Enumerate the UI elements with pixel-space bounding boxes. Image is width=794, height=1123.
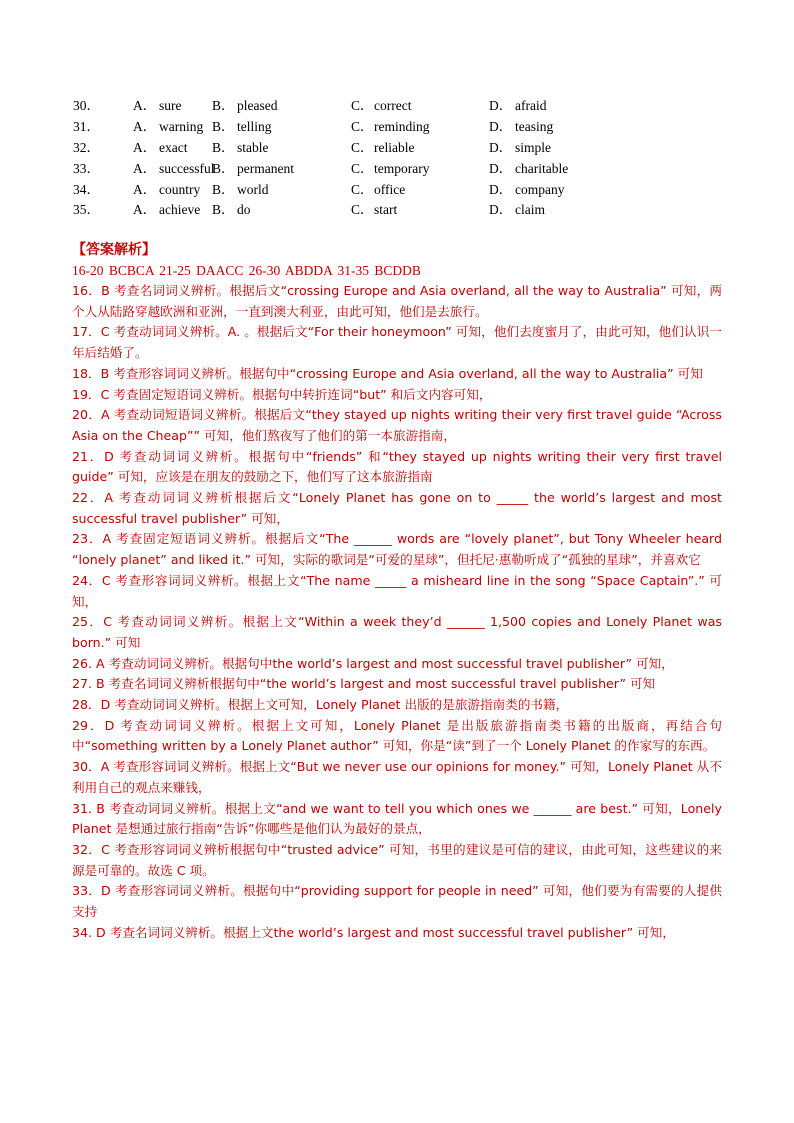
option-a-text: warning [159,119,204,134]
question-number: 35． [73,202,100,217]
question-number: 32． [73,140,100,155]
explanation-item: 32．C 考查形容词词义辨析根据句中“trusted advice” 可知，书里的建议是可信的建议，由此可知，这些建议的来源是可靠的。故选 C 项。 [72,841,722,878]
option-c-letter: C． [351,182,374,197]
option-d-text: afraid [515,98,547,113]
option-d-letter: D． [489,182,513,197]
option-a-text: sure [159,98,182,113]
option-a-letter: A． [133,98,157,113]
option-row [0,137,794,158]
question-number: 33． [73,161,100,176]
option-row [0,116,794,137]
explanation-item: 31. B 考查动词词义辨析。根据上文“and we want to tell you which ones we ______ are best.” 可知，Lonely Planet 是想通过旅行指南“告诉”你哪些是他们认为最好的景点， [72,800,722,837]
option-c-letter: C． [351,98,374,113]
option-c-text: reminding [374,119,430,134]
option-d-letter: D． [489,140,513,155]
explanation-item: 33．D 考查形容词词义辨析。根据句中“providing support for people in need” 可知，他们要为有需要的人提供支持 [72,883,722,920]
option-d-text: company [515,182,565,197]
explanation-item: 21．D 考查动词词义辨析。根据句中“friends” 和“they stayed up nights writing their very first travel guide” 可知，应该是在朋友的鼓励之下，他们写了这本旅游指南 [72,448,722,485]
option-b-text: telling [237,119,272,134]
option-b-text: stable [237,140,269,155]
option-a-letter: A． [133,140,157,155]
option-d-text: claim [515,202,545,217]
explanation-item: 26. A 考查动词词义辨析。根据句中the world’s largest and most successful travel publisher” 可知， [72,655,674,671]
option-b-letter: B． [212,161,235,176]
option-d-letter: D． [489,98,513,113]
option-c-letter: C． [351,202,374,217]
explanation-item: 29．D 考查动词词义辨析。根据上文可知，Lonely Planet 是出版旅游指南类书籍的出版商，再结合句中“something written by a Lonely Planet author” 可知，你是“读”到了一个 Lonely Planet 的作家写的东西。 [72,717,722,754]
explanation-item: 24．C 考查形容词词义辨析。根据上文“The name _____ a misheard line in the song “Space Captain”.” 可知， [72,572,722,609]
option-d-letter: D． [489,161,513,176]
option-a-letter: A． [133,202,157,217]
answer-key-summary: 16-20 BCBCA 21-25 DAACC 26-30 ABDDA 31-35 BCDDB [72,263,421,278]
explanation-item: 28．D 考查动词词义辨析。根据上文可知，Lonely Planet 出版的是旅游指南类的书籍， [72,697,569,713]
option-b-letter: B． [212,202,235,217]
option-b-text: pleased [237,98,278,113]
option-b-letter: B． [212,140,235,155]
explanation-item: 30．A 考查形容词词义辨析。根据上文“But we never use our opinions for money.” 可知，Lonely Planet 从不利用自己的观点来赚钱， [72,759,722,795]
option-b-letter: B． [212,98,235,113]
option-row [0,179,794,200]
option-a-text: successful [159,161,215,176]
option-d-text: teasing [515,119,554,134]
option-c-text: office [374,182,406,197]
option-d-letter: D． [489,202,513,217]
explanation-item: 34. D 考查名词词义辨析。根据上文the world’s largest and most successful travel publisher” 可知， [72,924,675,940]
question-number: 31． [73,119,100,134]
option-a-text: exact [159,140,188,155]
option-a-letter: A． [133,161,157,176]
option-a-text: country [159,182,201,197]
explanation-item: 25．C 考查动词词义辨析。根据上文“Within a week they’d ______ 1,500 copies and Lonely Planet was born.” 可知 [72,614,722,650]
option-c-letter: C． [351,161,374,176]
option-row [0,199,794,220]
option-b-letter: B． [212,182,235,197]
option-d-text: charitable [515,161,569,176]
option-c-letter: C． [351,140,374,155]
option-b-text: do [237,202,251,217]
option-a-letter: A． [133,119,157,134]
explanation-item: 27. B 考查名词词义辨析根据句中“the world’s largest and most successful travel publisher” 可知 [72,676,656,692]
analysis-heading: 【答案解析】 [72,242,156,258]
option-c-text: start [374,202,398,217]
option-c-text: reliable [374,140,415,155]
option-c-text: correct [374,98,412,113]
explanation-item: 20．A 考查动词短语词义辨析。根据后文“they stayed up nights writing their very first travel guide “Across Asia on the Cheap”” 可知，他们熬夜写了他们的第一本旅游指南， [72,407,722,443]
question-number: 34． [73,182,100,197]
question-number: 30． [73,98,100,113]
option-a-letter: A． [133,182,157,197]
explanation-item: 19．C 考查固定短语词义辨析。根据句中转折连词“but” 和后文内容可知， [72,386,492,402]
option-b-letter: B． [212,119,235,134]
answer-analysis-section [72,239,722,944]
option-b-text: permanent [237,161,294,176]
option-b-text: world [237,182,269,197]
option-row [0,158,794,179]
explanation-item: 17．C 考查动词词义辨析。A. 。根据后文“For their honeymoon” 可知，他们去度蜜月了，由此可知，他们认识一年后结婚了。 [72,324,722,361]
explanation-item: 16．B 考查名词词义辨析。根据后文“crossing Europe and Asia overland, all the way to Australia” 可知，两个人从陆路穿越欧洲和亚洲，一直到澳大利亚，由此可知，他们是去旅行。 [72,283,722,319]
option-c-letter: C． [351,119,374,134]
explanation-item: 22．A 考查动词词义辨析根据后文“Lonely Planet has gone on to _____ the world’s largest and most successful travel publisher” 可知， [72,490,722,526]
explanation-item: 18．B 考查形容词词义辨析。根据句中“crossing Europe and Asia overland, all the way to Australia” 可知 [72,365,703,381]
option-a-text: achieve [159,202,201,217]
option-row [0,95,794,116]
option-d-text: simple [515,140,551,155]
option-c-text: temporary [374,161,430,176]
explanation-list [72,281,722,944]
explanation-item: 23．A 考查固定短语词义辨析。根据后文“The ______ words are “lovely planet”, but Tony Wheeler heard “lonely planet” and liked it.” 可知，实际的歌词是“可爱的星球”，但托尼·惠勒听成了“孤独的星球”，并喜欢它 [72,531,722,568]
option-d-letter: D． [489,119,513,134]
